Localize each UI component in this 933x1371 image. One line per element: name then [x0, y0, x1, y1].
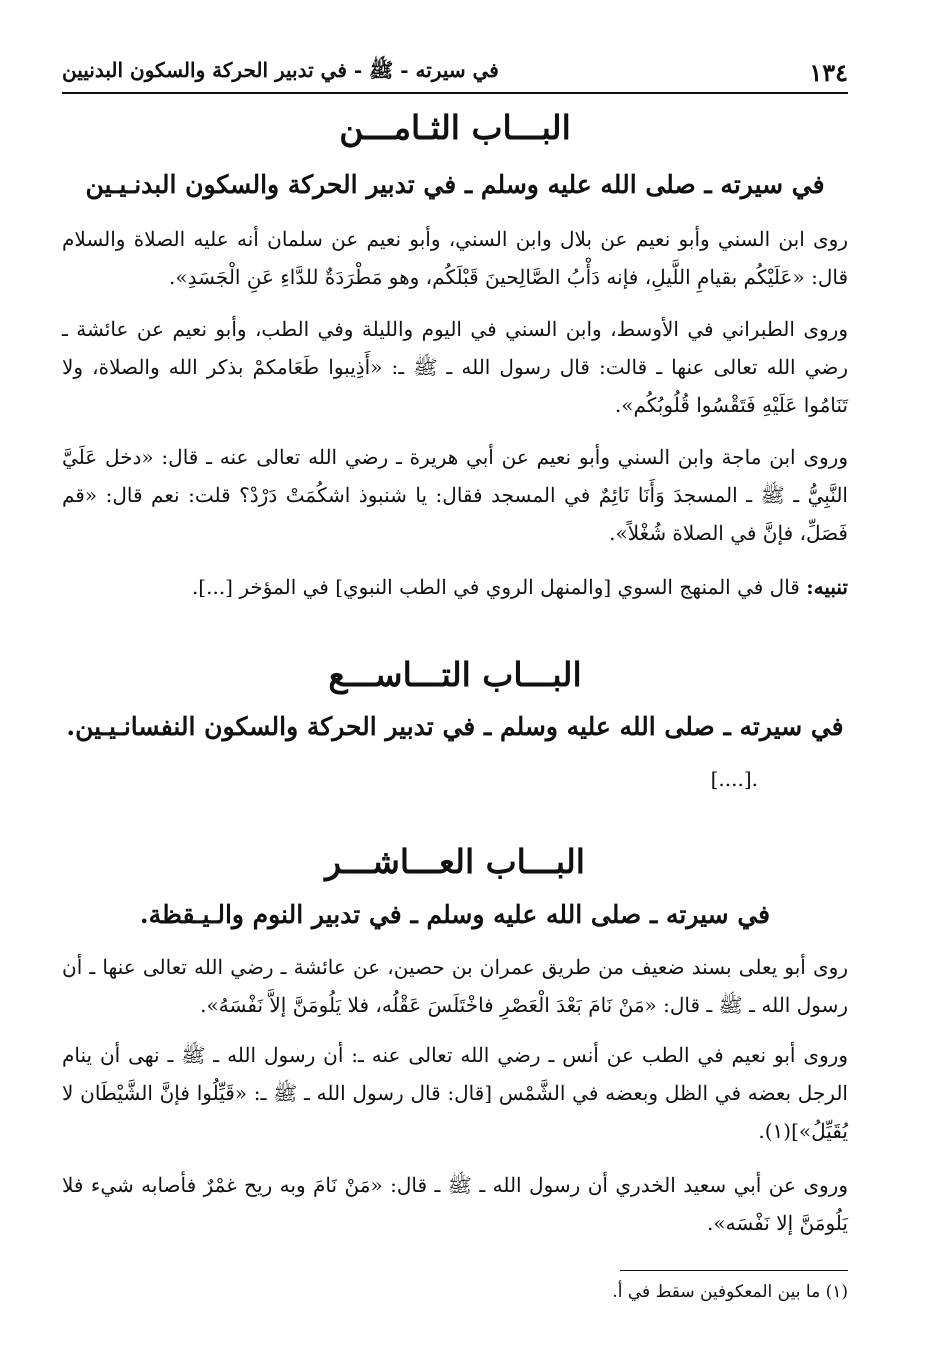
chapter-8-paragraph-3: وروى ابن ماجة وابن السني وأبو نعيم عن أبي هريرة ـ رضي الله تعالى عنه ـ قال: «دخل عَلَيَّ النَّبِيُّ ـ ﷺ ـ المسجدَ وَأَنَا نَائِمٌ في المسجد فقال: يا شنبوذ اشكُمَتْ دَرْدْ؟ قلت: نعم قال: «قم فَصَلِّ، فإنَّ في الصلاة شُغْلاً».	[62, 445, 848, 545]
chapter-8-subtitle: في سيرته ـ صلى الله عليه وسلم ـ في تدبير الحركة والسكون البدنـيـين	[85, 170, 825, 199]
chapter-8-note	[62, 568, 848, 606]
note-text: قال في المنهج السوي [والمنهل الروي في الطب النبوي] في المؤخر [...].	[191, 575, 807, 599]
chapter-10-paragraph-2: وروى أبو نعيم في الطب عن أنس ـ رضي الله تعالى عنه ـ: أن رسول الله ـ ﷺ ـ نهى أن ينام الرجل بعضه في الظل وبعضه في الشَّمْس [قال: قال رسول الله ـ ﷺ ـ: «قَيِّلُوا فإنَّ الشَّيْطَان لا يُقَيِّلُ»](١).	[62, 1043, 848, 1143]
chapter-9-title: البـــاب التـــاســـع	[328, 655, 582, 694]
chapter-8-paragraph-2: وروى الطبراني في الأوسط، وابن السني في اليوم والليلة وفي الطب، وأبو نعيم عن عائشة ـ رضي الله تعالى عنها ـ قالت: قال رسول الله ـ ﷺ ـ: «أَذِيبوا طَعَامكمْ بذكر الله والصلاة، ولا تَنَامُوا عَلَيْهِ فَتَقْسُوا قُلُوبُكُم».	[62, 317, 848, 417]
chapter-9-paragraph-1: .[....]	[710, 767, 758, 791]
chapter-8-paragraph-1: روى ابن السني وأبو نعيم عن بلال وابن السني، وأبو نعيم عن سلمان أنه عليه الصلاة والسلام قال: «عَلَيْكُم بقيامِ اللَّيلِ، فإنه دَأْبُ الصَّالِحينَ قَبْلَكُم، وهو مَطْرَدَةٌ للدَّاءِ عَنِ الْجَسَدِ».	[62, 227, 848, 289]
chapter-10-paragraph-1: روى أبو يعلى بسند ضعيف من طريق عمران بن حصين، عن عائشة ـ رضي الله تعالى عنها ـ أن رسول الله ـ ﷺ ـ قال: «مَنْ نَامَ بَعْدَ الْعَصْرِ فاخْتَلَسَ عَقْلُه، فلا يَلُومَنَّ إلاَّ نَفْسَهُ».	[62, 955, 848, 1017]
footnote: (١) ما بين المعكوفين سقط في أ.	[612, 1282, 848, 1302]
page-header	[62, 52, 848, 94]
page-number: ١٣٤	[809, 57, 848, 87]
footnote-divider	[620, 1270, 848, 1271]
chapter-9-subtitle: في سيرته ـ صلى الله عليه وسلم ـ في تدبير الحركة والسكون النفسانـيـين.	[66, 712, 844, 741]
running-title: في سيرته - ﷺ - في تدبير الحركة والسكون البدنيين	[62, 57, 499, 82]
chapter-10-paragraph-3: وروى عن أبي سعيد الخدري أن رسول الله ـ ﷺ ـ قال: «مَنْ نَامَ وبه ريح غمْرٌ فأصابه شيء فلا يَلُومَنَّ إلا نَفْسَه».	[62, 1173, 848, 1235]
chapter-10-title: البـــاب العـــاشـــر	[325, 842, 585, 881]
chapter-10-subtitle: في سيرته ـ صلى الله عليه وسلم ـ في تدبير النوم والـيـقظة.	[139, 900, 771, 929]
note-label: تنبيه:	[806, 575, 848, 599]
chapter-8-title: البـــاب الثـامـــن	[339, 108, 571, 147]
